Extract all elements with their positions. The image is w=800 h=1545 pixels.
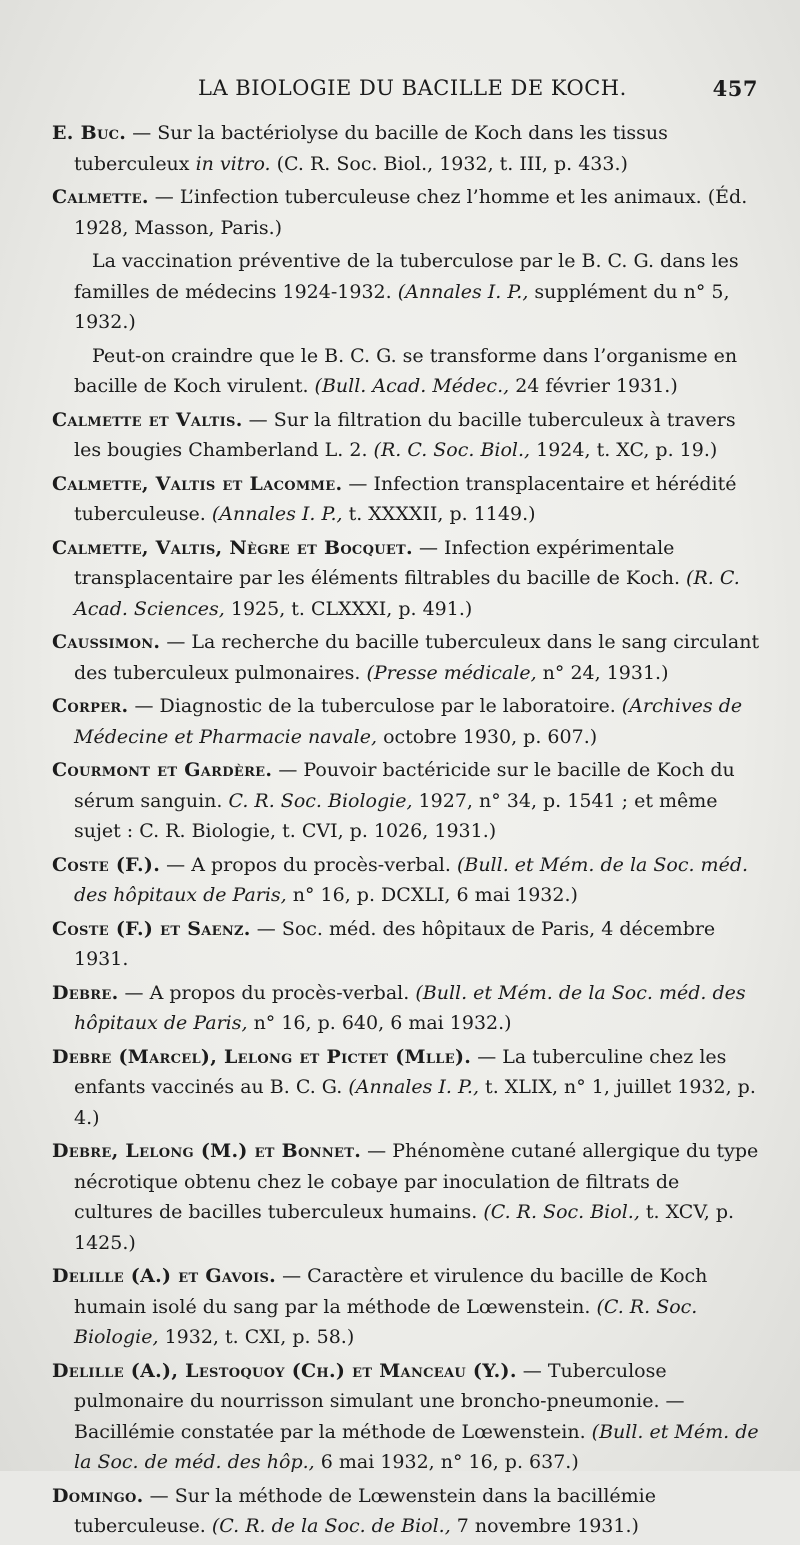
entry-reference: 1925, t. CLXXXI, p. 491.) (224, 597, 473, 620)
entry-title: — L’infection tuberculeuse chez l’homme et les animaux. (Éd. 1928, Masson, Paris.) (74, 186, 748, 239)
entry-source: (Bull. et Mém. de la Soc. méd. des hôpitaux de Paris, (74, 981, 746, 1034)
entry-authors: Coste (F.) et Saenz. (52, 917, 251, 940)
entry-title: La vaccination préventive de la tuberculose par le B. C. G. dans les familles de médecins 1924-1932. (74, 250, 739, 303)
entry-reference: supplément du n° 5, 1932.) (74, 280, 730, 333)
entry-title: — Phénomène cutané allergique du type nécrotique obtenu chez le cobaye par inoculation de filtrats de cultures de bacilles tuberculeux humains. (74, 1140, 759, 1223)
entry-title: — Tuberculose pulmonaire du nourrisson simulant une broncho-pneumonie. — Bacillémie constatée par la méthode de Lœwenstein. (74, 1359, 685, 1443)
bibliography-entry (52, 405, 764, 466)
entry-reference: t. XCV, p. 1425.) (74, 1201, 735, 1254)
entry-source: (Bull. et Mém. de la Soc. de méd. des hôp., (74, 1420, 759, 1473)
entry-source: (Presse médicale, (366, 661, 537, 684)
entry-title: — Soc. méd. des hôpitaux de Paris, 4 décembre 1931. (74, 917, 716, 970)
bibliography-entry (52, 1042, 764, 1134)
entry-reference: 24 février 1931.) (509, 375, 678, 397)
entry-authors: Corper. (52, 695, 129, 717)
entry-title: — Infection transplacentaire et hérédité tuberculeuse. (74, 472, 737, 525)
entry-authors: E. Buc. (52, 122, 127, 144)
bibliography-entry (52, 1481, 764, 1542)
bibliography-entry (52, 1136, 764, 1258)
entry-reference: n° 16, p. 640, 6 mai 1932.) (247, 1012, 512, 1034)
entry-reference: n° 16, p. DCXLI, 6 mai 1932.) (286, 884, 578, 906)
entry-authors: Debre. (52, 981, 119, 1004)
entry-title: — Pouvoir bactéricide sur le bacille de Koch du sérum sanguin. (74, 759, 735, 812)
bibliography-list (52, 118, 764, 1545)
entry-authors: Calmette, Valtis et Lacomme. (52, 472, 343, 495)
running-title: LA BIOLOGIE DU BACILLE DE KOCH. (198, 76, 627, 100)
entry-source: (C. R. Soc. Biol., (483, 1201, 640, 1223)
bibliography-entry (52, 1356, 764, 1478)
entry-reference: 7 novembre 1931.) (450, 1515, 639, 1537)
entry-source: (Annales I. P., (397, 280, 529, 303)
entry-authors: Calmette et Valtis. (52, 408, 243, 431)
entry-source: (Archives de Médecine et Pharmacie navale, (74, 695, 743, 748)
entry-source: C. R. Soc. Biologie, (228, 789, 413, 812)
bibliography-entry (52, 469, 764, 530)
entry-authors: Domingo. (52, 1484, 144, 1507)
bibliography-entry (52, 533, 764, 625)
entry-title: — Infection expérimentale transplacentaire par les éléments filtrables du bacille de Koch. (74, 536, 687, 589)
entry-authors: Calmette, Valtis, Nègre et Bocquet. (52, 536, 413, 559)
bibliography-entry (52, 978, 764, 1039)
entry-reference: t. XLIX, n° 1, juillet 1932, p. 4.) (74, 1076, 756, 1129)
entry-authors: Delille (A.), Lestoquoy (Ch.) et Manceau (Y.). (52, 1359, 517, 1382)
entry-title: Peut-on craindre que le B. C. G. se transforme dans l’organisme en bacille de Koch virulent. (74, 344, 738, 397)
bibliography-entry (52, 118, 764, 179)
entry-title: — A propos du procès-verbal. (118, 981, 416, 1004)
entry-authors: Debre, Lelong (M.) et Bonnet. (52, 1140, 362, 1162)
entry-reference: 1927, n° 34, p. 1541 ; et même sujet : C. R. Biologie, t. CVI, p. 1026, 1931.) (74, 789, 718, 842)
entry-title: — Diagnostic de la tuberculose par le laboratoire. (128, 695, 622, 717)
entry-title: — Sur la méthode de Lœwenstein dans la bacillémie tuberculeuse. (74, 1484, 657, 1537)
entry-reference: (C. R. Soc. Biol., 1932, t. III, p. 433.) (270, 152, 628, 175)
bibliography-entry (52, 627, 764, 688)
entry-title: — La tuberculine chez les enfants vaccinés au B. C. G. (74, 1045, 727, 1098)
entry-title: — Caractère et virulence du bacille de Koch humain isolé du sang par la méthode de Lœwenstein. (74, 1265, 708, 1318)
entry-authors: Caussimon. (52, 631, 161, 653)
entry-authors: Coste (F.). (52, 853, 161, 876)
bibliography-entry (74, 246, 764, 338)
entry-authors: Courmont et Gardère. (52, 759, 273, 781)
entry-source: (Annales I. P., (211, 503, 343, 525)
entry-reference: 1932, t. CXI, p. 58.) (158, 1326, 355, 1348)
entry-reference: octobre 1930, p. 607.) (377, 725, 598, 748)
entry-authors: Debre (Marcel), Lelong et Pictet (Mlle). (52, 1045, 472, 1068)
entry-source: (R. C. Acad. Sciences, (74, 567, 740, 620)
bibliography-entry (52, 914, 764, 975)
entry-source: in vitro. (195, 152, 271, 175)
bibliography-entry (74, 341, 764, 402)
entry-reference: t. XXXXII, p. 1149.) (342, 503, 536, 525)
entry-source: (C. R. Soc. Biologie, (74, 1295, 698, 1348)
entry-reference: 1924, t. XC, p. 19.) (530, 439, 718, 461)
entry-title: — La recherche du bacille tuberculeux dans le sang circulant des tuberculeux pulmonaires. (74, 631, 760, 684)
bibliography-entry (52, 1261, 764, 1353)
entry-authors: Calmette. (52, 186, 149, 208)
entry-title: — Sur la bactériolyse du bacille de Koch dans les tissus tuberculeux (74, 122, 668, 175)
entry-source: (R. C. Soc. Biol., (373, 439, 531, 461)
bibliography-entry (52, 182, 764, 243)
bibliography-entry (52, 850, 764, 911)
entry-source: (Bull. Acad. Médec., (314, 375, 510, 397)
entry-reference: n° 24, 1931.) (536, 661, 669, 684)
entry-reference: 6 mai 1932, n° 16, p. 637.) (314, 1451, 579, 1473)
entry-source: (Bull. et Mém. de la Soc. méd. des hôpitaux de Paris, (74, 853, 749, 906)
entry-source: (Annales I. P., (348, 1076, 480, 1098)
page-number: 457 (712, 76, 758, 101)
entry-source: (C. R. de la Soc. de Biol., (211, 1515, 451, 1537)
bibliography-entry (52, 691, 764, 752)
entry-title: — Sur la filtration du bacille tuberculeux à travers les bougies Chamberland L. 2. (74, 408, 736, 461)
entry-title: — A propos du procès-verbal. (160, 853, 457, 876)
running-header (198, 76, 758, 108)
entry-authors: Delille (A.) et Gavois. (52, 1265, 277, 1287)
bibliography-entry (52, 755, 764, 847)
